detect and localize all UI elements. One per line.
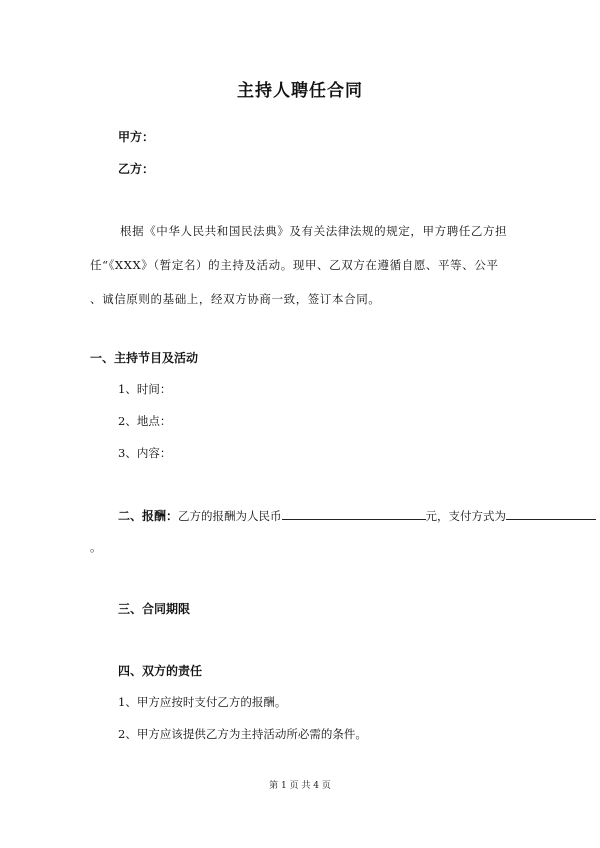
section-3-heading: 三、合同期限 [118,602,191,616]
section-2-text-middle: 元，支付方式为 [425,509,507,523]
section-2-heading: 二、报酬： [118,509,179,523]
section-4-item-1: 1、甲方应按时支付乙方的报酬。 [118,695,287,709]
section-2-continuation: 。 [90,540,102,554]
party-b-label: 乙方： [118,162,155,176]
intro-line-1: 根据《中华人民共和国民法典》及有关法律法规的规定，甲方聘任乙方担 [120,224,508,238]
section-4-heading: 四、双方的责任 [118,664,203,678]
party-a-label: 甲方： [118,130,155,144]
amount-blank[interactable] [282,508,426,520]
section-4-item-2: 2、甲方应该提供乙方为主持活动所必需的条件。 [118,727,367,741]
document-title: 主持人聘任合同 [237,81,363,101]
section-1-item-content: 3、内容： [118,446,172,460]
intro-line-2: 任“《XXX》（暂定名）的主持及活动。现甲、乙双方在遵循自愿、平等、公平 [90,258,499,272]
section-1-heading: 一、主持节目及活动 [90,351,199,365]
section-2-row [118,507,596,524]
section-1-item-time: 1、时间： [118,382,172,396]
section-1-item-place: 2、地点： [118,414,172,428]
payment-method-blank[interactable] [506,508,596,520]
section-2-text-before: 乙方的报酬为人民币 [178,509,282,523]
intro-line-3: 、诚信原则的基础上，经双方协商一致，签订本合同。 [90,292,381,306]
page-footer: 第 1 页 共 4 页 [269,781,331,791]
